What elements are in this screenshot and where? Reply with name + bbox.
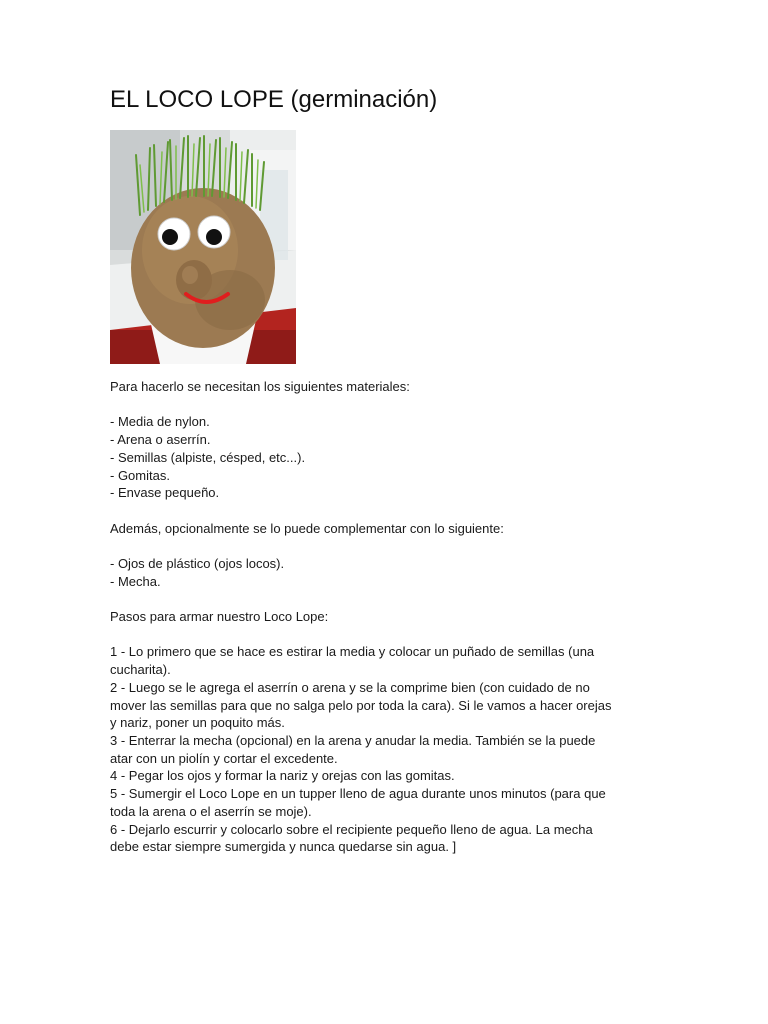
steps-intro: Pasos para armar nuestro Loco Lope: xyxy=(110,609,329,625)
step-line: 1 - Lo primero que se hace es estirar la media y colocar un puñado de semillas (una xyxy=(110,644,595,660)
document-body xyxy=(110,378,670,856)
document-title: EL LOCO LOPE (germinación) xyxy=(110,86,438,113)
step-line: toda la arena o el aserrín se moje). xyxy=(110,803,312,819)
step-line: 2 - Luego se le agrega el aserrín o arena y se la comprime bien (con cuidado de no xyxy=(110,679,590,695)
step-line: 3 - Enterrar la mecha (opcional) en la arena y anudar la media. También se la puede xyxy=(110,732,596,748)
loco-lope-photo xyxy=(110,130,296,364)
materials-intro: Para hacerlo se necesitan los siguientes materiales: xyxy=(110,379,410,394)
material-item: - Media de nylon. xyxy=(110,414,210,430)
optional-item: - Ojos de plástico (ojos locos). xyxy=(110,555,285,571)
optional-item: - Mecha. xyxy=(110,573,161,589)
material-item: - Semillas (alpiste, césped, etc...). xyxy=(110,449,306,465)
step-line: 5 - Sumergir el Loco Lope en un tupper lleno de agua durante unos minutos (para que xyxy=(110,786,606,802)
step-line: 6 - Dejarlo escurrir y colocarlo sobre el recipiente pequeño lleno de agua. La mecha xyxy=(110,821,593,837)
optional-intro: Además, opcionalmente se lo puede complementar con lo siguiente: xyxy=(110,520,504,536)
step-line: atar con un piolín y cortar el excedente. xyxy=(110,750,338,766)
step-line: debe estar siempre sumergida y nunca quedarse sin agua. ] xyxy=(110,839,457,855)
step-line: mover las semillas para que no salga pelo por toda la cara). Si le vamos a hacer orejas xyxy=(110,697,612,713)
step-line: 4 - Pegar los ojos y formar la nariz y orejas con las gomitas. xyxy=(110,768,455,784)
material-item: - Arena o aserrín. xyxy=(110,432,211,448)
material-item: - Gomitas. xyxy=(110,467,170,483)
step-line: cucharita). xyxy=(110,662,171,678)
material-item: - Envase pequeño. xyxy=(110,485,220,501)
step-line: y nariz, poner un poquito más. xyxy=(110,715,285,731)
